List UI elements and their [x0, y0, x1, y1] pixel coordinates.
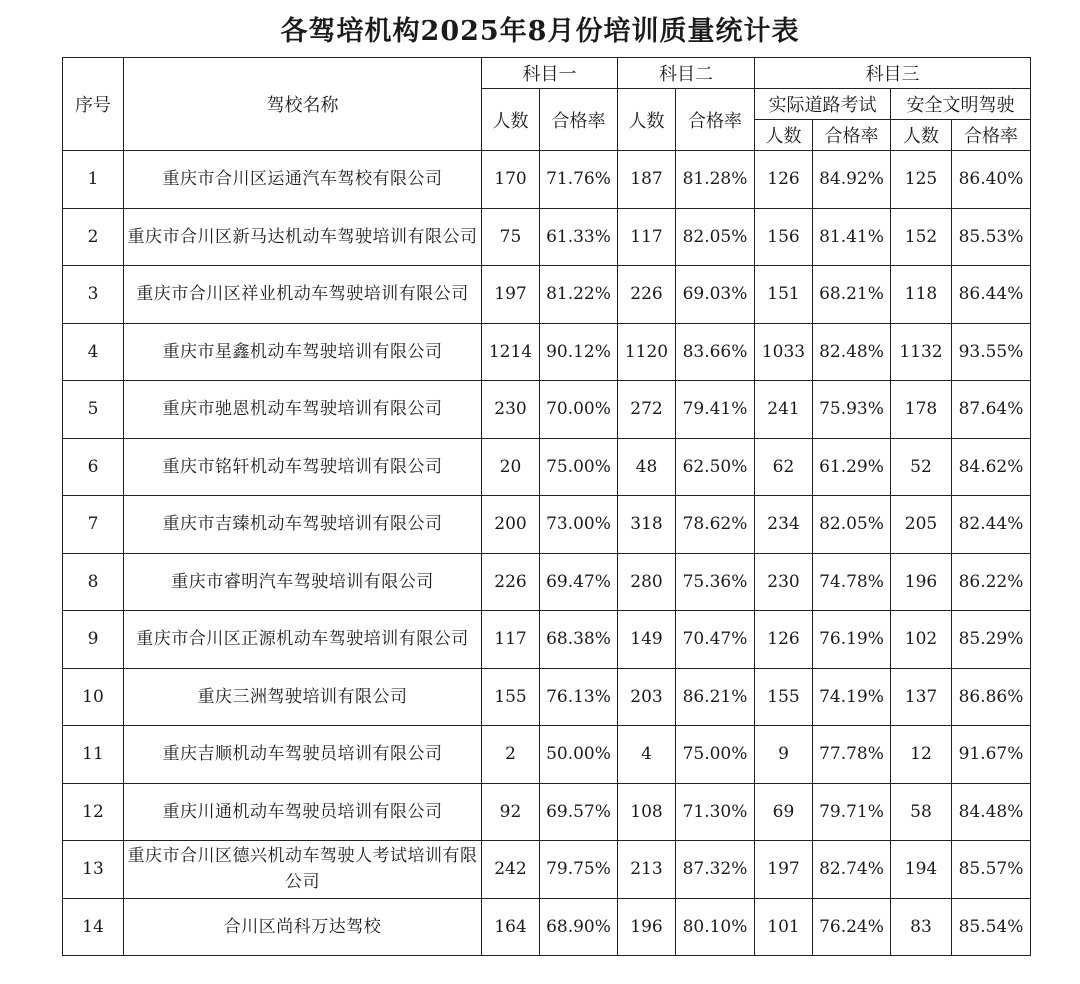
table-row	[63, 668, 1031, 726]
s1-rate: 73.00%	[540, 496, 618, 554]
s2-rate: 80.10%	[676, 898, 755, 956]
school-name: 重庆市睿明汽车驾驶培训有限公司	[124, 553, 482, 611]
row-index: 1	[63, 151, 124, 209]
table-row	[63, 208, 1031, 266]
s1-count: 117	[482, 611, 540, 669]
school-name: 重庆市合川区运通汽车驾校有限公司	[124, 151, 482, 209]
road-count: 126	[755, 151, 813, 209]
row-index: 6	[63, 438, 124, 496]
safe-count: 83	[891, 898, 952, 956]
s2-count: 203	[618, 668, 676, 726]
s2-rate: 75.36%	[676, 553, 755, 611]
s2-rate: 78.62%	[676, 496, 755, 554]
safe-count: 152	[891, 208, 952, 266]
safe-rate: 86.86%	[952, 668, 1031, 726]
safe-rate: 82.44%	[952, 496, 1031, 554]
s2-rate: 81.28%	[676, 151, 755, 209]
road-rate: 74.19%	[813, 668, 891, 726]
s1-count: 1214	[482, 323, 540, 381]
safe-count: 205	[891, 496, 952, 554]
table-row	[63, 496, 1031, 554]
s2-rate: 62.50%	[676, 438, 755, 496]
header-s2-rate: 合格率	[676, 89, 755, 151]
road-count: 230	[755, 553, 813, 611]
row-index: 3	[63, 266, 124, 324]
school-name: 重庆市合川区新马达机动车驾驶培训有限公司	[124, 208, 482, 266]
road-rate: 68.21%	[813, 266, 891, 324]
safe-rate: 86.40%	[952, 151, 1031, 209]
safe-count: 137	[891, 668, 952, 726]
s2-count: 48	[618, 438, 676, 496]
s1-rate: 79.75%	[540, 841, 618, 899]
header-road-count: 人数	[755, 120, 813, 151]
road-rate: 82.48%	[813, 323, 891, 381]
road-count: 126	[755, 611, 813, 669]
header-safe-count: 人数	[891, 120, 952, 151]
s2-count: 117	[618, 208, 676, 266]
s1-count: 230	[482, 381, 540, 439]
road-count: 197	[755, 841, 813, 899]
safe-count: 196	[891, 553, 952, 611]
s1-count: 197	[482, 266, 540, 324]
s1-rate: 81.22%	[540, 266, 618, 324]
s1-rate: 68.38%	[540, 611, 618, 669]
school-name: 重庆市星鑫机动车驾驶培训有限公司	[124, 323, 482, 381]
table-row	[63, 841, 1031, 899]
row-index: 13	[63, 841, 124, 899]
s2-count: 1120	[618, 323, 676, 381]
header-subject3: 科目三	[755, 58, 1031, 89]
safe-rate: 86.44%	[952, 266, 1031, 324]
school-name: 重庆三洲驾驶培训有限公司	[124, 668, 482, 726]
school-name: 重庆吉顺机动车驾驶员培训有限公司	[124, 726, 482, 784]
table-row	[63, 783, 1031, 841]
s2-count: 187	[618, 151, 676, 209]
safe-rate: 84.62%	[952, 438, 1031, 496]
table-row	[63, 266, 1031, 324]
s1-count: 20	[482, 438, 540, 496]
s1-rate: 70.00%	[540, 381, 618, 439]
row-index: 8	[63, 553, 124, 611]
safe-count: 1132	[891, 323, 952, 381]
road-count: 234	[755, 496, 813, 554]
table-row	[63, 898, 1031, 956]
school-name: 重庆市吉臻机动车驾驶培训有限公司	[124, 496, 482, 554]
s1-rate: 68.90%	[540, 898, 618, 956]
s1-count: 242	[482, 841, 540, 899]
safe-rate: 87.64%	[952, 381, 1031, 439]
safe-rate: 85.29%	[952, 611, 1031, 669]
s2-count: 108	[618, 783, 676, 841]
safe-rate: 86.22%	[952, 553, 1031, 611]
header-safe-rate: 合格率	[952, 120, 1031, 151]
safe-rate: 91.67%	[952, 726, 1031, 784]
safe-rate: 85.53%	[952, 208, 1031, 266]
header-s1-count: 人数	[482, 89, 540, 151]
header-road-test: 实际道路考试	[755, 89, 891, 120]
safe-count: 118	[891, 266, 952, 324]
page-title: 各驾培机构2025年8月份培训质量统计表	[280, 16, 800, 47]
s1-count: 92	[482, 783, 540, 841]
s1-rate: 61.33%	[540, 208, 618, 266]
s2-rate: 86.21%	[676, 668, 755, 726]
school-name: 重庆市驰恩机动车驾驶培训有限公司	[124, 381, 482, 439]
s1-rate: 69.57%	[540, 783, 618, 841]
table-row	[63, 553, 1031, 611]
row-index: 14	[63, 898, 124, 956]
school-name: 合川区尚科万达驾校	[124, 898, 482, 956]
s1-count: 226	[482, 553, 540, 611]
s1-count: 170	[482, 151, 540, 209]
table-row	[63, 611, 1031, 669]
s2-count: 213	[618, 841, 676, 899]
training-quality-table	[62, 57, 1031, 956]
s1-count: 164	[482, 898, 540, 956]
road-count: 101	[755, 898, 813, 956]
safe-rate: 93.55%	[952, 323, 1031, 381]
road-rate: 76.24%	[813, 898, 891, 956]
road-count: 156	[755, 208, 813, 266]
row-index: 11	[63, 726, 124, 784]
s2-rate: 75.00%	[676, 726, 755, 784]
road-count: 62	[755, 438, 813, 496]
road-rate: 77.78%	[813, 726, 891, 784]
s2-rate: 69.03%	[676, 266, 755, 324]
header-index: 序号	[63, 58, 124, 151]
row-index: 4	[63, 323, 124, 381]
s1-count: 2	[482, 726, 540, 784]
header-subject1: 科目一	[482, 58, 618, 89]
row-index: 10	[63, 668, 124, 726]
school-name: 重庆川通机动车驾驶员培训有限公司	[124, 783, 482, 841]
road-count: 69	[755, 783, 813, 841]
row-index: 12	[63, 783, 124, 841]
school-name: 重庆市合川区德兴机动车驾驶人考试培训有限公司	[124, 841, 482, 899]
road-count: 151	[755, 266, 813, 324]
road-count: 241	[755, 381, 813, 439]
s1-rate: 90.12%	[540, 323, 618, 381]
row-index: 9	[63, 611, 124, 669]
table-row	[63, 438, 1031, 496]
header-safe-driving: 安全文明驾驶	[891, 89, 1031, 120]
safe-count: 52	[891, 438, 952, 496]
s1-rate: 50.00%	[540, 726, 618, 784]
s2-rate: 71.30%	[676, 783, 755, 841]
table-header	[63, 58, 1031, 151]
safe-count: 102	[891, 611, 952, 669]
header-s2-count: 人数	[618, 89, 676, 151]
s1-rate: 71.76%	[540, 151, 618, 209]
road-rate: 79.71%	[813, 783, 891, 841]
s2-rate: 83.66%	[676, 323, 755, 381]
safe-count: 178	[891, 381, 952, 439]
s1-count: 155	[482, 668, 540, 726]
school-name: 重庆市合川区祥业机动车驾驶培训有限公司	[124, 266, 482, 324]
header-s1-rate: 合格率	[540, 89, 618, 151]
table-body	[63, 151, 1031, 956]
s1-rate: 76.13%	[540, 668, 618, 726]
road-rate: 61.29%	[813, 438, 891, 496]
s2-rate: 82.05%	[676, 208, 755, 266]
road-rate: 74.78%	[813, 553, 891, 611]
s2-count: 272	[618, 381, 676, 439]
s1-rate: 75.00%	[540, 438, 618, 496]
header-school-name: 驾校名称	[124, 58, 482, 151]
road-count: 1033	[755, 323, 813, 381]
road-rate: 76.19%	[813, 611, 891, 669]
header-subject2: 科目二	[618, 58, 755, 89]
s2-rate: 70.47%	[676, 611, 755, 669]
s1-count: 200	[482, 496, 540, 554]
s2-count: 149	[618, 611, 676, 669]
safe-count: 125	[891, 151, 952, 209]
road-rate: 82.74%	[813, 841, 891, 899]
row-index: 7	[63, 496, 124, 554]
table-row	[63, 323, 1031, 381]
road-rate: 82.05%	[813, 496, 891, 554]
table-row	[63, 151, 1031, 209]
road-rate: 81.41%	[813, 208, 891, 266]
s1-rate: 69.47%	[540, 553, 618, 611]
road-count: 155	[755, 668, 813, 726]
s2-count: 280	[618, 553, 676, 611]
safe-count: 58	[891, 783, 952, 841]
safe-rate: 84.48%	[952, 783, 1031, 841]
s2-count: 318	[618, 496, 676, 554]
safe-count: 194	[891, 841, 952, 899]
road-rate: 84.92%	[813, 151, 891, 209]
table-row	[63, 381, 1031, 439]
road-count: 9	[755, 726, 813, 784]
s2-count: 226	[618, 266, 676, 324]
s2-rate: 87.32%	[676, 841, 755, 899]
road-rate: 75.93%	[813, 381, 891, 439]
safe-count: 12	[891, 726, 952, 784]
s1-count: 75	[482, 208, 540, 266]
row-index: 5	[63, 381, 124, 439]
s2-count: 4	[618, 726, 676, 784]
safe-rate: 85.54%	[952, 898, 1031, 956]
row-index: 2	[63, 208, 124, 266]
safe-rate: 85.57%	[952, 841, 1031, 899]
school-name: 重庆市铭轩机动车驾驶培训有限公司	[124, 438, 482, 496]
s2-count: 196	[618, 898, 676, 956]
s2-rate: 79.41%	[676, 381, 755, 439]
table-row	[63, 726, 1031, 784]
header-road-rate: 合格率	[813, 120, 891, 151]
school-name: 重庆市合川区正源机动车驾驶培训有限公司	[124, 611, 482, 669]
